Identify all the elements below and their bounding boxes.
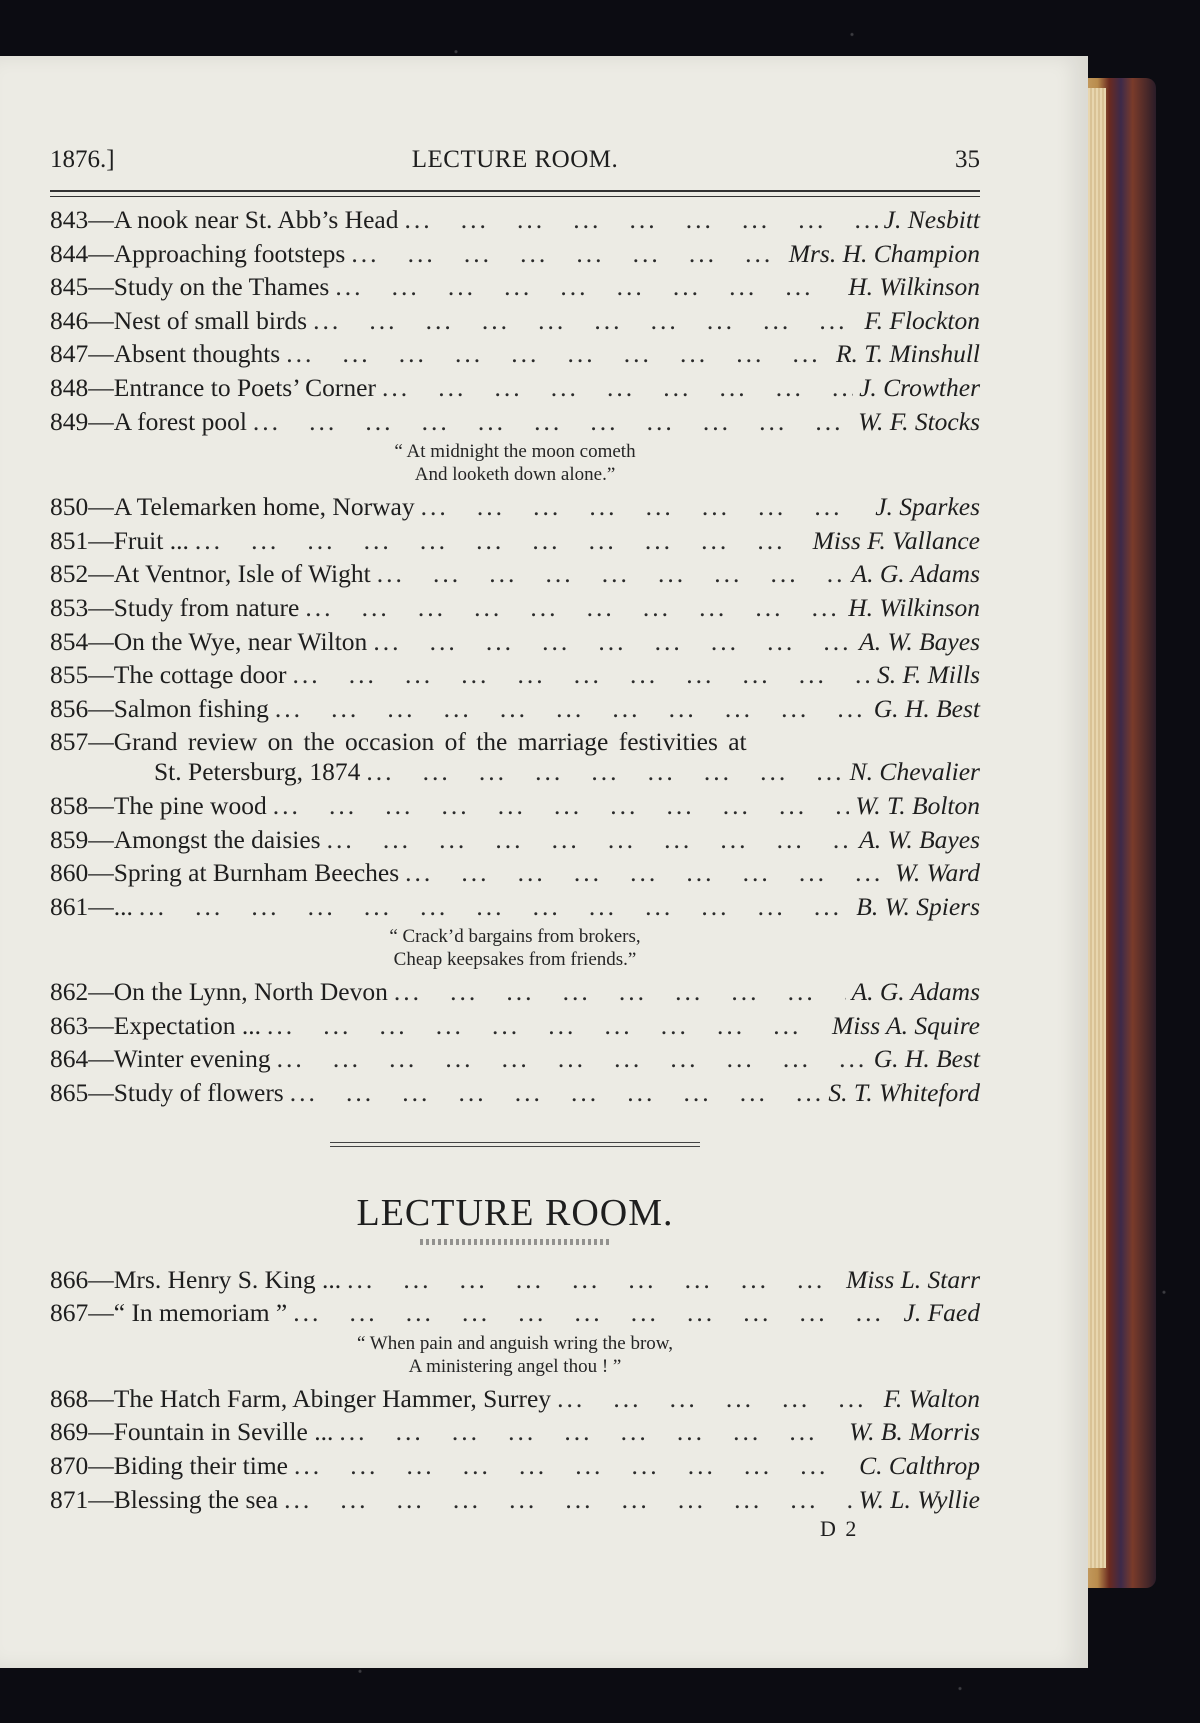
leader-dots — [377, 557, 846, 591]
catalogue-entry: 859 — Amongst the daisies ... A. W. Bayes — [50, 823, 980, 857]
entry-title: Amongst the daisies — [113, 824, 321, 854]
entry-title: The cottage door — [113, 660, 287, 690]
entry-artist: J. Faed — [903, 1298, 980, 1328]
entry-number: 853 — [50, 592, 89, 622]
entry-number: 869 — [50, 1417, 89, 1447]
signature-row — [50, 1516, 980, 1546]
entry-artist: A. G. Adams — [851, 559, 980, 589]
entry-artist: Miss L. Starr — [846, 1264, 980, 1294]
quote-line: “ At midnight the moon cometh — [394, 441, 636, 463]
section-divider — [330, 1142, 700, 1147]
catalogue-entry: 852 — At Ventnor, Isle of Wight ... A. G. Adams — [50, 557, 980, 591]
entry-number: 866 — [50, 1264, 89, 1294]
leader-dots — [294, 1449, 853, 1483]
title-ornament — [420, 1239, 610, 1245]
entry-title: The Hatch Farm, Abinger Hammer, Surrey — [113, 1383, 552, 1413]
quote-line: A ministering angel thou ! ” — [408, 1355, 622, 1377]
leader-dots — [277, 1042, 868, 1076]
entry-artist: C. Calthrop — [859, 1451, 980, 1481]
entry-artist: Miss F. Vallance — [812, 525, 980, 555]
catalogue-entry: 861 — ... ... B. W. Spiers — [50, 890, 980, 924]
entry-number: 856 — [50, 693, 89, 723]
entry-artist: H. Wilkinson — [848, 272, 980, 302]
entry-artist: F. Flockton — [864, 305, 980, 335]
catalogue-entry: 869 — Fountain in Seville ... ... W. B. Morris — [50, 1415, 980, 1449]
leader-dots — [293, 658, 872, 692]
entry-title: Expectation ... — [113, 1010, 262, 1040]
entry-artist: A. W. Bayes — [859, 824, 980, 854]
catalogue-entry: 851 — Fruit ... ... Miss F. Vallance — [50, 524, 980, 558]
leader-dots — [327, 823, 854, 857]
leader-dots — [373, 625, 853, 659]
entry-number: 851 — [50, 525, 89, 555]
catalogue-entry: 848 — Entrance to Poets’ Corner ... J. Crowther — [50, 371, 980, 405]
leader-dots — [339, 1415, 843, 1449]
entry-title: ... — [113, 891, 133, 921]
entry-number: 859 — [50, 824, 89, 854]
entry-number: 863 — [50, 1010, 89, 1040]
entry-title: Approaching footsteps — [113, 238, 346, 268]
entry-number: 855 — [50, 660, 89, 690]
entry-number: 861 — [50, 891, 89, 921]
leader-dots — [305, 591, 842, 625]
leader-dots — [557, 1382, 878, 1416]
entry-title: A forest pool — [113, 406, 247, 436]
signature-mark: D 2 — [820, 1516, 859, 1542]
running-header — [50, 146, 980, 190]
catalogue-list-final — [50, 1382, 980, 1516]
quote-line: “ Crack’d bargains from brokers, — [389, 926, 641, 948]
catalogue-entry: 865 — Study of flowers ... S. T. Whiteford — [50, 1076, 980, 1110]
catalogue-list-after — [50, 789, 980, 923]
catalogue-entry: 860 — Spring at Burnham Beeches ... W. Ward — [50, 856, 980, 890]
entry-number: 862 — [50, 977, 89, 1007]
leader-dots — [286, 337, 830, 371]
entry-artist: S. T. Whiteford — [828, 1078, 980, 1108]
catalogue-entry: 866 — Mrs. Henry S. King ... ... Miss L. Starr — [50, 1263, 980, 1297]
catalogue-entry: 863 — Expectation ... ... Miss A. Squire — [50, 1009, 980, 1043]
catalogue-entry: 858 — The pine wood ... W. T. Bolton — [50, 789, 980, 823]
entry-title: The pine wood — [113, 790, 267, 820]
catalogue-entry-continued — [50, 755, 980, 789]
leader-dots — [382, 371, 853, 405]
entry-artist: W. F. Stocks — [858, 406, 980, 436]
entry-number: 852 — [50, 559, 89, 589]
leader-dots — [421, 490, 870, 524]
leader-dots — [313, 304, 858, 338]
entry-title: At Ventnor, Isle of Wight — [113, 559, 371, 589]
catalogue-entry: 843 — A nook near St. Abb’s Head ... J. Nesbitt — [50, 203, 980, 237]
catalogue-entry: 856 — Salmon fishing ... G. H. Best — [50, 692, 980, 726]
catalogue-entry: 850 — A Telemarken home, Norway ... J. Sparkes — [50, 490, 980, 524]
entry-title: “ In memoriam ” — [113, 1298, 288, 1328]
header-rule — [50, 190, 980, 197]
catalogue-entry: 857 — Grand review on the occasion of the marriage festivities at — [50, 725, 980, 755]
entry-number: 867 — [50, 1298, 89, 1328]
entry-artist: G. H. Best — [873, 693, 980, 723]
entry-title: A Telemarken home, Norway — [113, 492, 415, 522]
book-page — [0, 56, 1088, 1668]
catalogue-entry: 868 — The Hatch Farm, Abinger Hammer, Surrey ... F. Walton — [50, 1382, 980, 1416]
entry-number: 860 — [50, 858, 89, 888]
entry-artist: W. T. Bolton — [855, 790, 980, 820]
entry-artist: A. W. Bayes — [859, 626, 980, 656]
entry-number: 847 — [50, 339, 89, 369]
catalogue-entry: 855 — The cottage door ... S. F. Mills — [50, 658, 980, 692]
entry-artist: J. Sparkes — [875, 492, 980, 522]
entry-title: Salmon fishing — [113, 693, 269, 723]
entry-artist: Miss A. Squire — [831, 1010, 980, 1040]
catalogue-entry: 854 — On the Wye, near Wilton ... A. W. Bayes — [50, 625, 980, 659]
entry-artist: R. T. Minshull — [835, 339, 980, 369]
entry-artist: S. F. Mills — [877, 660, 980, 690]
page-content — [50, 146, 980, 1546]
catalogue-list-section — [50, 1263, 980, 1330]
entry-number: 854 — [50, 626, 89, 656]
quote-867 — [50, 1332, 980, 1378]
catalogue-entry: 864 — Winter evening ... G. H. Best — [50, 1042, 980, 1076]
quote-line: Cheap keepsakes from friends.” — [393, 949, 637, 971]
entry-artist: Mrs. H. Champion — [788, 238, 980, 268]
entry-number: 858 — [50, 790, 89, 820]
entry-number: 843 — [50, 205, 89, 234]
entry-number: 864 — [50, 1044, 89, 1074]
header-title: LECTURE ROOM. — [411, 146, 619, 173]
leader-dots — [139, 890, 850, 924]
catalogue-entry: 871 — Blessing the sea ... W. L. Wyllie — [50, 1483, 980, 1517]
leader-dots — [290, 1076, 823, 1110]
entry-title: On the Wye, near Wilton — [113, 626, 368, 656]
leader-dots — [267, 1009, 826, 1043]
entry-artist: J. Nesbitt — [883, 205, 980, 234]
catalogue-entry: 846 — Nest of small birds ... F. Flockton — [50, 304, 980, 338]
catalogue-list-end — [50, 975, 980, 1109]
entry-number: 848 — [50, 372, 89, 402]
catalogue-entry: 862 — On the Lynn, North Devon ... A. G. Adams — [50, 975, 980, 1009]
catalogue-list-top — [50, 203, 980, 438]
quote-861 — [50, 925, 980, 971]
entry-title: Entrance to Poets’ Corner — [113, 372, 376, 402]
entry-number: 857 — [50, 727, 89, 757]
leader-dots — [275, 692, 868, 726]
entry-number: 870 — [50, 1451, 89, 1481]
entry-title: Spring at Burnham Beeches — [113, 858, 400, 888]
catalogue-entry: 867 — “ In memoriam ” ... J. Faed — [50, 1296, 980, 1330]
entry-number: 844 — [50, 238, 89, 268]
entry-number: 849 — [50, 406, 89, 436]
catalogue-entry: 870 — Biding their time ... C. Calthrop — [50, 1449, 980, 1483]
entry-title: On the Lynn, North Devon — [113, 977, 388, 1007]
entry-number: 850 — [50, 492, 89, 522]
catalogue-entry: 849 — A forest pool ... W. F. Stocks — [50, 405, 980, 439]
entry-title: Absent thoughts — [113, 339, 281, 369]
quote-line: “ When pain and anguish wring the brow, — [356, 1332, 674, 1354]
entry-number: 845 — [50, 272, 89, 302]
entry-number: 871 — [50, 1484, 89, 1514]
leader-dots — [273, 789, 850, 823]
quote-849 — [50, 440, 980, 486]
entry-artist: W. Ward — [894, 858, 980, 888]
entry-title: A nook near St. Abb’s Head — [113, 205, 399, 234]
entry-artist: W. L. Wyllie — [858, 1484, 980, 1514]
entry-title: Mrs. Henry S. King ... — [113, 1264, 342, 1294]
leader-dots — [253, 405, 852, 439]
entry-artist: F. Walton — [883, 1383, 980, 1413]
entry-title: Blessing the sea — [113, 1484, 279, 1514]
page-number: 35 — [955, 146, 980, 173]
entry-title: Study of flowers — [113, 1078, 284, 1108]
entry-title: Nest of small birds — [113, 305, 308, 335]
catalogue-entry: 847 — Absent thoughts ... R. T. Minshull — [50, 337, 980, 371]
quote-line: And looketh down alone.” — [414, 464, 616, 486]
leader-dots — [404, 203, 877, 237]
catalogue-entry: 845 — Study on the Thames ... H. Wilkinson — [50, 270, 980, 304]
entry-number: 868 — [50, 1383, 89, 1413]
catalogue-entry: 853 — Study from nature ... H. Wilkinson — [50, 591, 980, 625]
leader-dots — [405, 856, 889, 890]
leader-dots — [195, 524, 807, 558]
catalogue-entry: 844 — Approaching footsteps ... Mrs. H. Champion — [50, 237, 980, 271]
catalogue-list-mid — [50, 490, 980, 725]
entry-artist: W. B. Morris — [849, 1417, 980, 1447]
entry-title: Biding their time — [113, 1451, 288, 1481]
entry-artist: A. G. Adams — [851, 977, 980, 1007]
entry-artist: N. Chevalier — [849, 757, 980, 787]
entry-title: Winter evening — [113, 1044, 271, 1074]
leader-dots — [293, 1296, 897, 1330]
leader-dots — [351, 237, 782, 271]
leader-dots — [284, 1483, 853, 1517]
entry-title: Study on the Thames — [113, 272, 330, 302]
entry-title: Fruit ... — [113, 525, 189, 555]
entry-title: Study from nature — [113, 592, 300, 622]
section-title: LECTURE ROOM. — [356, 1191, 674, 1234]
entry-title-continued: St. Petersburg, 1874 — [154, 757, 361, 787]
entry-artist: J. Crowther — [859, 372, 980, 402]
entry-number: 865 — [50, 1078, 89, 1108]
leader-dots — [366, 755, 843, 789]
leader-dots — [335, 270, 842, 304]
entry-title: Grand review on the occasion of the marriage festivities at — [113, 727, 747, 757]
entry-title: Fountain in Seville ... — [113, 1417, 334, 1447]
entry-artist: H. Wilkinson — [848, 592, 980, 622]
entry-artist: B. W. Spiers — [856, 891, 980, 921]
leader-dots — [394, 975, 846, 1009]
entry-artist: G. H. Best — [873, 1044, 980, 1074]
entry-number: 846 — [50, 305, 89, 335]
leader-dots — [347, 1263, 840, 1297]
header-year: 1876.] — [50, 146, 115, 173]
